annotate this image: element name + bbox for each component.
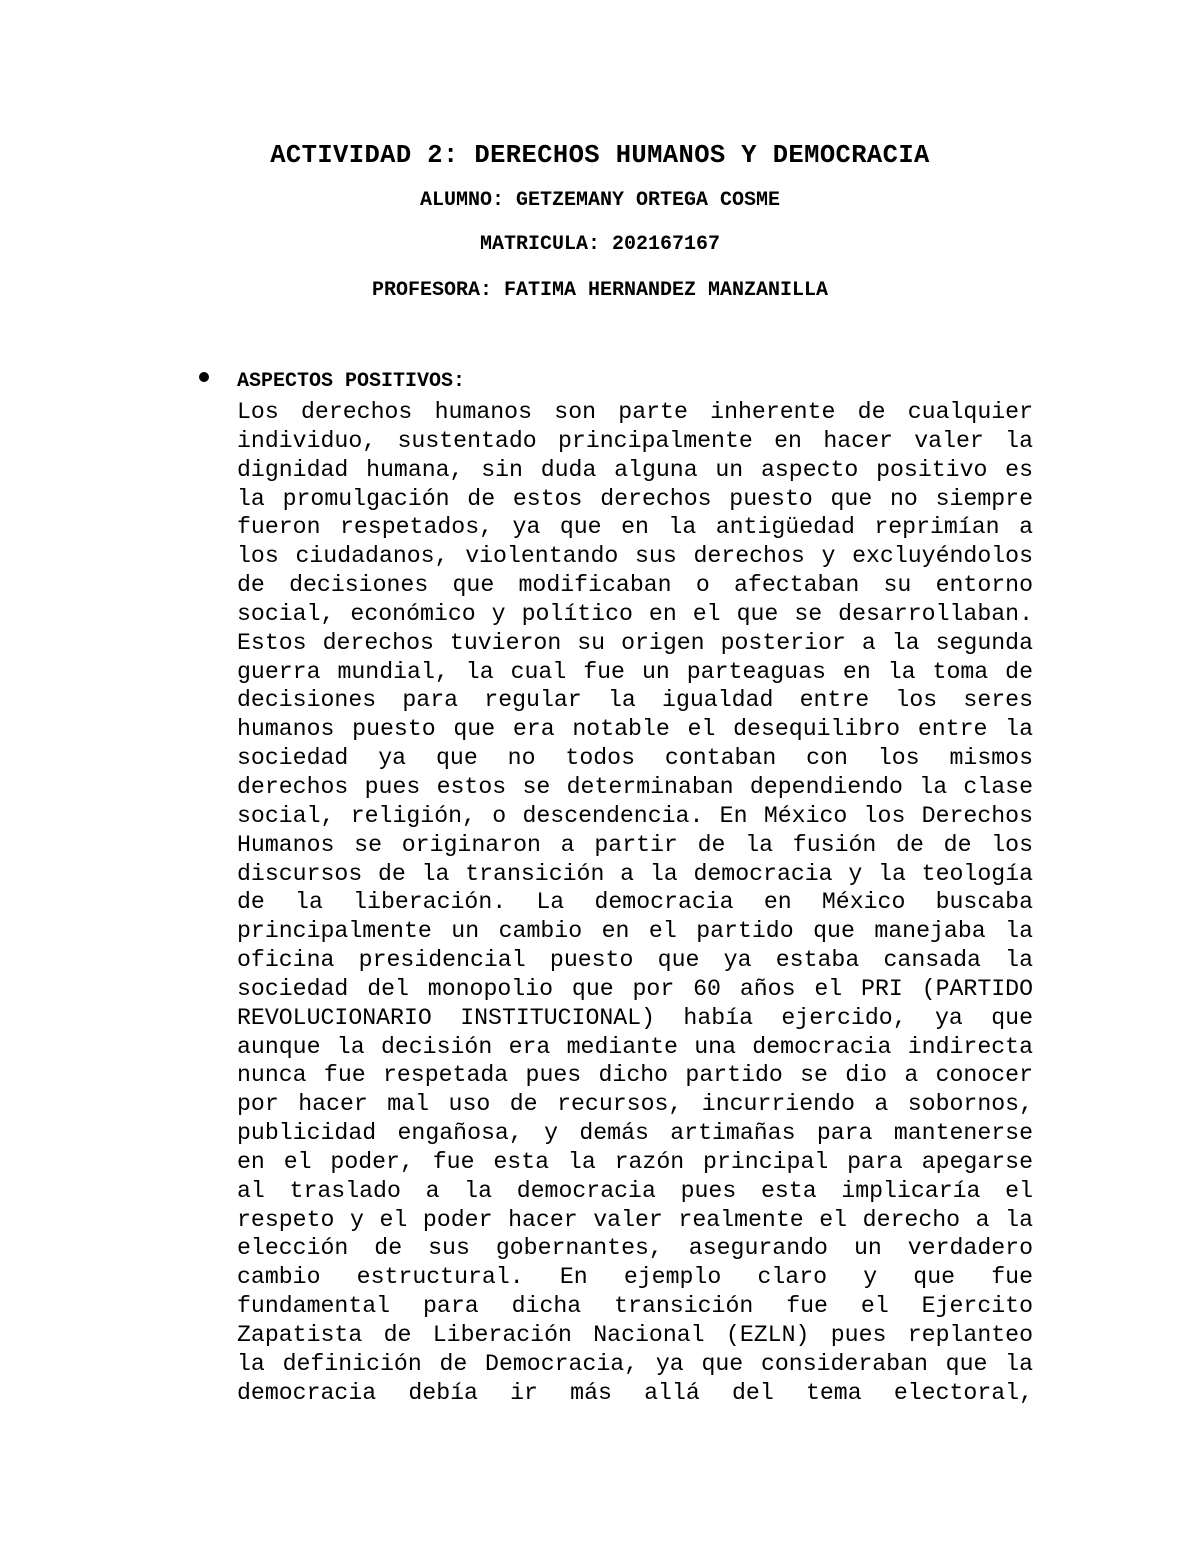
body-line: publicidad engañosa, y demás artimañas para mantenerse (237, 1120, 1033, 1147)
body-line: decisiones para regular la igualdad entre los seres (237, 687, 1033, 714)
body-line: cambio estructural. En ejemplo claro y que fue (237, 1264, 1033, 1291)
body-line: de decisiones que modificaban o afectaban su entorno (237, 572, 1033, 599)
body-line: Los derechos humanos son parte inherente de cualquier (237, 399, 1033, 425)
body-line: guerra mundial, la cual fue un parteaguas en la toma de (237, 658, 1033, 685)
body-line: aunque la decisión era mediante una democracia indirecta (237, 1033, 1033, 1060)
body-line: al traslado a la democracia pues esta implicaría el (237, 1177, 1033, 1204)
body-line: sociedad del monopolio que por 60 años el PRI (PARTIDO (237, 975, 1033, 1002)
body-line: humanos puesto que era notable el desequilibro entre la (237, 716, 1033, 743)
body-line: dignidad humana, sin duda alguna un aspecto positivo es (237, 456, 1033, 483)
body-line: Zapatista de Liberación Nacional (EZLN) pues replanteo (237, 1322, 1033, 1348)
body-line: fundamental para dicha transición fue el Ejercito (237, 1293, 1033, 1320)
body-line: principalmente un cambio en el partido que manejaba la (237, 918, 1033, 945)
student-name: ALUMNO: GETZEMANY ORTEGA COSME (419, 189, 781, 212)
body-line: derechos pues estos se determinaban dependiendo la clase (237, 773, 1033, 800)
section-heading: ASPECTOS POSITIVOS: (237, 370, 466, 393)
body-line: nunca fue respetada pues dicho partido se dio a conocer (237, 1062, 1033, 1089)
teacher-name: PROFESORA: FATIMA HERNANDEZ MANZANILLA (371, 279, 829, 302)
body-line: democracia debía ir más allá del tema electoral, (237, 1379, 1033, 1406)
body-line: oficina presidencial puesto que ya estaba cansada la (237, 947, 1033, 974)
body-line: REVOLUCIONARIO INSTITUCIONAL) había ejercido, ya que (237, 1004, 1033, 1031)
body-line: social, económico y político en el que se desarrollaban. (237, 600, 1033, 627)
body-line: en el poder, fue esta la razón principal para apegarse (237, 1148, 1033, 1175)
bullet-icon (199, 372, 209, 382)
body-line: fueron respetados, ya que en la antigüedad reprimían a (237, 514, 1033, 541)
section-body (237, 398, 1033, 1408)
body-line: Estos derechos tuvieron su origen posterior a la segunda (237, 629, 1033, 656)
body-line: los ciudadanos, violentando sus derechos y excluyéndolos (237, 543, 1033, 570)
body-line: la definición de Democracia, ya que consideraban que la (237, 1350, 1033, 1377)
body-line: discursos de la transición a la democracia y la teología (237, 860, 1033, 887)
body-line: Humanos se originaron a partir de la fusión de de los (237, 831, 1033, 858)
body-line: sociedad ya que no todos contaban con los mismos (237, 745, 1033, 772)
body-line: de la liberación. La democracia en México buscaba (237, 889, 1033, 916)
body-line: individuo, sustentado principalmente en hacer valer la (237, 427, 1033, 454)
student-id: MATRICULA: 202167167 (479, 233, 721, 256)
body-line: respeto y el poder hacer valer realmente el derecho a la (237, 1206, 1033, 1233)
body-line: por hacer mal uso de recursos, incurriendo a sobornos, (237, 1091, 1033, 1118)
document-title: ACTIVIDAD 2: DERECHOS HUMANOS Y DEMOCRACIA (270, 141, 930, 170)
body-line: social, religión, o descendencia. En México los Derechos (237, 802, 1033, 829)
body-line: la promulgación de estos derechos puesto que no siempre (237, 485, 1033, 512)
body-line: elección de sus gobernantes, asegurando un verdadero (237, 1235, 1033, 1262)
